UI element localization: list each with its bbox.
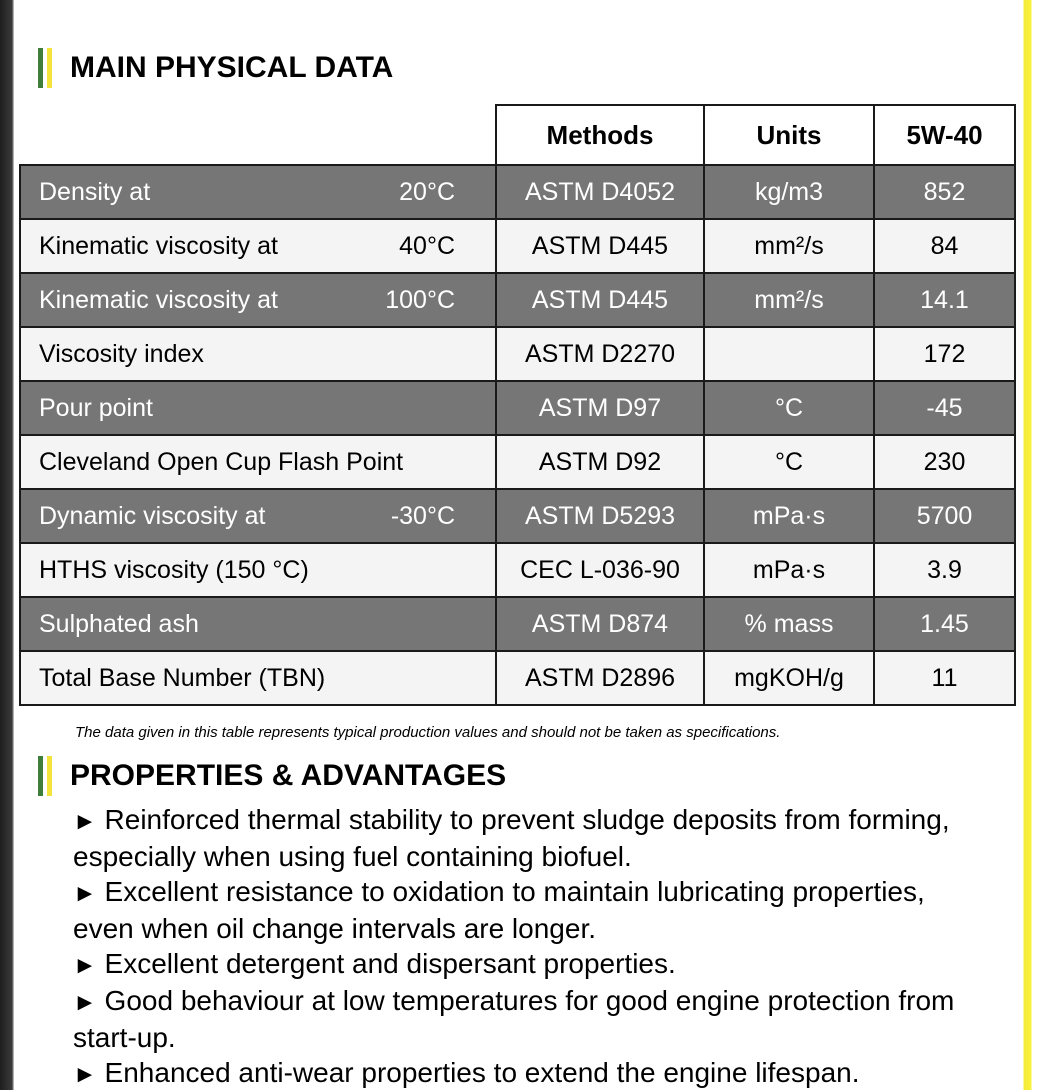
header-grade: 5W-40 [874,105,1015,165]
property-name: Viscosity index [39,339,204,368]
property-condition: -30°C [390,501,455,530]
green-bar [38,756,43,796]
property-name: Total Base Number (TBN) [39,663,326,692]
yellow-bar [47,756,52,796]
unit-cell: mm²/s [704,273,874,327]
value-cell: 5700 [874,489,1015,543]
value-cell: 852 [874,165,1015,219]
table-header-row [20,105,1015,165]
table-footnote: The data given in this table represents typical production values and should not be taken as specifications. [75,724,781,741]
property-cell [20,273,496,327]
unit-cell [704,327,874,381]
value-cell: 84 [874,219,1015,273]
property-cell [20,597,496,651]
property-cell [20,435,496,489]
property-name: HTHS viscosity (150 °C) [39,555,309,584]
property-cell [20,327,496,381]
method-cell: ASTM D5293 [496,489,704,543]
property-name: Cleveland Open Cup Flash Point [39,447,404,476]
section-title: PROPERTIES & ADVANTAGES [70,759,507,792]
method-cell: ASTM D445 [496,219,704,273]
list-item [73,946,993,983]
heading-accent-bars [38,756,52,796]
method-cell: ASTM D445 [496,273,704,327]
method-cell: ASTM D4052 [496,165,704,219]
list-item [73,983,993,1055]
property-condition: 20°C [399,177,455,206]
triangle-bullet-icon: ► [73,1061,97,1088]
heading-accent-bars [38,48,52,88]
property-condition: 100°C [385,285,455,314]
advantage-text: Good behaviour at low temperatures for good engine protection from start-up. [73,985,955,1053]
method-cell: ASTM D2896 [496,651,704,705]
header-blank-cell [20,105,496,165]
triangle-bullet-icon: ► [73,989,97,1016]
section-heading-advantages [38,756,506,796]
unit-cell: mPa·s [704,543,874,597]
property-name: Density at [39,177,151,206]
advantage-text: Excellent detergent and dispersant properties. [104,948,676,979]
left-page-edge [0,0,14,1090]
list-item [73,874,993,946]
table-row [20,597,1015,651]
property-condition: 40°C [399,231,455,260]
unit-cell: mgKOH/g [704,651,874,705]
value-cell: 1.45 [874,597,1015,651]
property-name: Dynamic viscosity at [39,501,266,530]
section-heading-physical-data [38,48,393,88]
right-page-edge [1020,0,1040,1090]
value-cell: 230 [874,435,1015,489]
table-row [20,651,1015,705]
physical-data-table [19,104,1016,706]
advantage-text: Enhanced anti-wear properties to extend the engine lifespan. [104,1057,860,1088]
table-row [20,435,1015,489]
property-cell [20,381,496,435]
property-cell [20,219,496,273]
value-cell: 172 [874,327,1015,381]
unit-cell: mm²/s [704,219,874,273]
unit-cell: °C [704,381,874,435]
property-name: Pour point [39,393,153,422]
property-name: Sulphated ash [39,609,199,638]
property-name: Kinematic viscosity at [39,231,278,260]
advantage-text: Excellent resistance to oxidation to maintain lubricating properties, even when oil change intervals are longer. [73,876,925,944]
triangle-bullet-icon: ► [73,952,97,979]
property-cell [20,489,496,543]
triangle-bullet-icon: ► [73,880,97,907]
value-cell: 14.1 [874,273,1015,327]
property-name: Kinematic viscosity at [39,285,278,314]
table-row [20,273,1015,327]
unit-cell: mPa·s [704,489,874,543]
table-row [20,381,1015,435]
property-cell [20,543,496,597]
list-item [73,802,993,874]
property-cell [20,651,496,705]
table-row [20,219,1015,273]
list-item [73,1055,993,1092]
unit-cell: % mass [704,597,874,651]
unit-cell: kg/m3 [704,165,874,219]
table-row [20,543,1015,597]
method-cell: ASTM D2270 [496,327,704,381]
table-row [20,327,1015,381]
value-cell: 3.9 [874,543,1015,597]
value-cell: -45 [874,381,1015,435]
method-cell: ASTM D97 [496,381,704,435]
property-cell [20,165,496,219]
table-row [20,165,1015,219]
green-bar [38,48,43,88]
advantages-list [73,802,993,1092]
header-methods: Methods [496,105,704,165]
method-cell: ASTM D874 [496,597,704,651]
table-row [20,489,1015,543]
advantage-text: Reinforced thermal stability to prevent sludge deposits from forming, especially when using fuel containing biofuel. [73,804,950,872]
method-cell: ASTM D92 [496,435,704,489]
yellow-bar [47,48,52,88]
triangle-bullet-icon: ► [73,808,97,835]
unit-cell: °C [704,435,874,489]
value-cell: 11 [874,651,1015,705]
method-cell: CEC L-036-90 [496,543,704,597]
header-units: Units [704,105,874,165]
section-title: MAIN PHYSICAL DATA [70,51,394,84]
